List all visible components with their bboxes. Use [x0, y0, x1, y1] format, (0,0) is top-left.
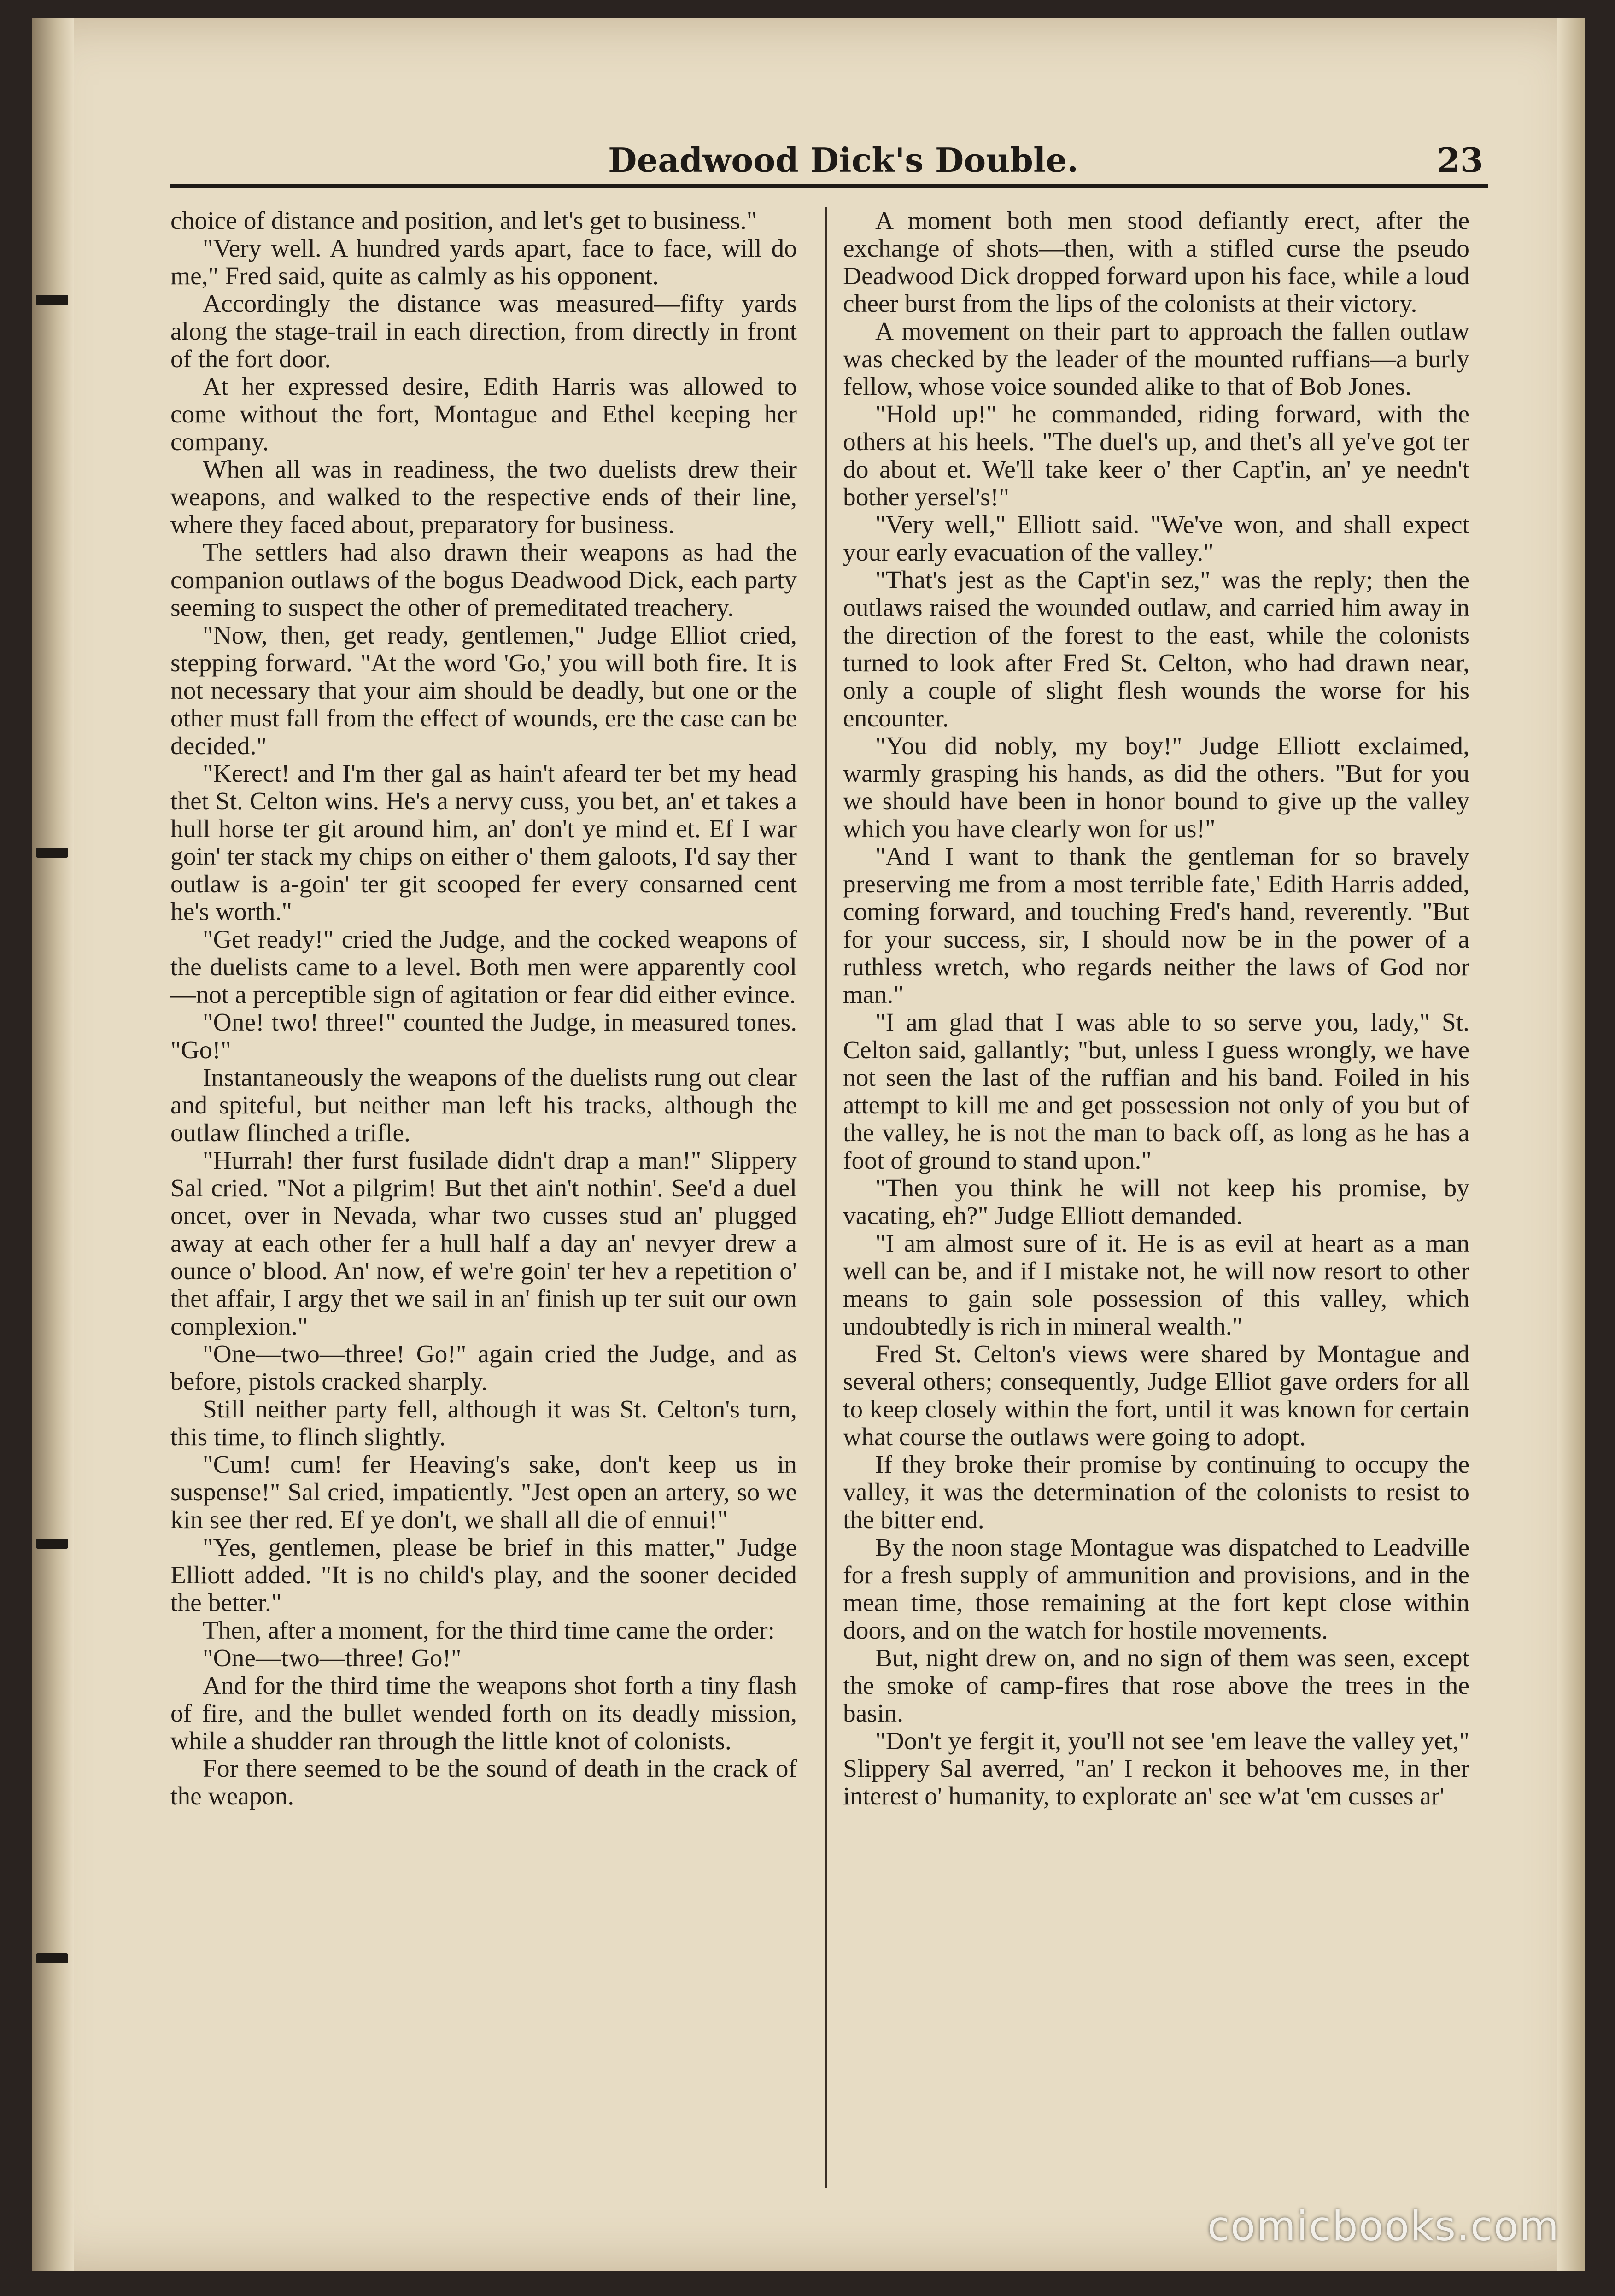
paragraph: "Hold up!" he commanded, riding forward, with the others at his heels. "The duel's up, and thet's all ye've got ter do about et. We'll take keer o' ther Capt'in, an' ye needn't bother yersel's!"	[843, 400, 1469, 511]
paragraph: Still neither party fell, although it was St. Celton's turn, this time, to flinch slightly.	[170, 1395, 797, 1451]
paragraph: At her expressed desire, Edith Harris was allowed to come without the fort, Montague and Ethel keeping her company.	[170, 373, 797, 456]
paragraph: "Very well. A hundred yards apart, face to face, will do me," Fred said, quite as calmly as his opponent.	[170, 234, 797, 290]
binding-spine	[32, 18, 74, 2271]
paragraph: "Kerect! and I'm ther gal as hain't afeard ter bet my head thet St. Celton wins. He's a nervy cuss, you bet, an' et takes a hull horse ter git around him, an' don't ye mind et. Ef I war goin' ter stack my chips on either o' them galoots, I'd say ther outlaw is a-goin' ter git scooped fer every consarned cent he's worth."	[170, 760, 797, 926]
binding-staple	[36, 295, 68, 305]
column-divider	[825, 207, 827, 2188]
paragraph: And for the third time the weapons shot forth a tiny flash of fire, and the bullet wended forth on its deadly mission, while a shudder ran through the little knot of colonists.	[170, 1672, 797, 1755]
paragraph: "I am almost sure of it. He is as evil at heart as a man well can be, and if I mistake not, he will now resort to other means to gain sole possession of this valley, which undoubtedly is rich in mineral wealth."	[843, 1230, 1469, 1341]
paragraph: Instantaneously the weapons of the duelists rung out clear and spiteful, but neither man left his tracks, although the outlaw flinched a trifle.	[170, 1064, 797, 1147]
paragraph: "Don't ye fergit it, you'll not see 'em leave the valley yet," Slippery Sal averred, "an' I reckon it behooves me, in ther interest o' humanity, to explorate an' see w'at 'em cusses ar'	[843, 1727, 1469, 1810]
paragraph: "Very well," Elliott said. "We've won, and shall expect your early evacuation of the valley."	[843, 511, 1469, 567]
paragraph: A moment both men stood defiantly erect, after the exchange of shots—then, with a stifled curse the pseudo Deadwood Dick dropped forward upon his face, while a loud cheer burst from the lips of the colonists at their victory.	[843, 207, 1469, 318]
paragraph: Fred St. Celton's views were shared by Montague and several others; consequently, Judge Elliot gave orders for all to keep closely within the fort, until it was known for certain what course the outlaws were going to adopt.	[843, 1340, 1469, 1451]
paragraph: "Then you think he will not keep his promise, by vacating, eh?" Judge Elliott demanded.	[843, 1174, 1469, 1230]
paragraph: If they broke their promise by continuing to occupy the valley, it was the determination of the colonists to resist to the bitter end.	[843, 1451, 1469, 1534]
binding-staple	[36, 1539, 68, 1549]
binding-staple	[36, 848, 68, 858]
paragraph: "You did nobly, my boy!" Judge Elliott exclaimed, warmly grasping his hands, as did the others. "But for you we should have been in honor bound to give up the valley which you have clearly won for us!"	[843, 732, 1469, 843]
paragraph: "Hurrah! ther furst fusilade didn't drap a man!" Slippery Sal cried. "Not a pilgrim! But thet ain't nothin'. See'd a duel oncet, over in Nevada, whar two cusses stud an' plugged away at each other fer a hull half a day an' nevyer drew a ounce o' blood. An' now, ef we're goin' ter hev a repetition o' thet affair, I argy thet we sail in an' finish up ter suit our own complexion."	[170, 1147, 797, 1341]
paragraph: Accordingly the distance was measured—fifty yards along the stage-trail in each direction, from directly in front of the fort door.	[170, 290, 797, 373]
paragraph: For there seemed to be the sound of death in the crack of the weapon.	[170, 1755, 797, 1810]
paragraph: When all was in readiness, the two duelists drew their weapons, and walked to the respective ends of their line, where they faced about, preparatory for business.	[170, 456, 797, 539]
paragraph: But, night drew on, and no sign of them was seen, except the smoke of camp-fires that rose above the trees in the basin.	[843, 1644, 1469, 1728]
paragraph: Then, after a moment, for the third time came the order:	[203, 1617, 775, 1645]
paragraph: choice of distance and position, and let's get to business."	[170, 207, 757, 235]
paragraph: "One—two—three! Go!" again cried the Judge, and as before, pistols cracked sharply.	[170, 1340, 797, 1396]
paragraph: "One—two—three! Go!"	[203, 1644, 462, 1672]
paragraph: "And I want to thank the gentleman for so bravely preserving me from a most terrible fate,' Edith Harris added, coming forward, and touching Fred's hand, reverently. "But for your success, sir, I should now be in the power of a ruthless wretch, who regards neither the laws of God nor man."	[843, 843, 1469, 1009]
paragraph: The settlers had also drawn their weapons as had the companion outlaws of the bogus Deadwood Dick, each party seeming to suspect the other of premeditated treachery.	[170, 539, 797, 622]
magazine-page	[32, 18, 1585, 2271]
paragraph: "One! two! three!" counted the Judge, in measured tones. "Go!"	[170, 1008, 797, 1064]
paragraph: "Get ready!" cried the Judge, and the cocked weapons of the duelists came to a level. Both men were apparently cool—not a perceptible sign of agitation or fear did either evince.	[170, 925, 797, 1009]
page-number: 23	[1437, 141, 1483, 180]
right-column	[843, 207, 1469, 1810]
paragraph: A movement on their part to approach the fallen outlaw was checked by the leader of the mounted ruffians—a burly fellow, whose voice sounded alike to that of Bob Jones.	[843, 317, 1469, 401]
left-column	[170, 207, 797, 1810]
paragraph: "Yes, gentlemen, please be brief in this matter," Judge Elliott added. "It is no child's play, and the sooner decided the better."	[170, 1534, 797, 1617]
watermark: comicbooks.com	[1207, 2202, 1560, 2250]
running-title: Deadwood Dick's Double.	[608, 141, 1079, 180]
binding-staple	[36, 1953, 68, 1963]
paragraph: "I am glad that I was able to so serve you, lady," St. Celton said, gallantly; "but, unless I guess wrongly, we have not seen the last of the ruffian and his band. Foiled in his attempt to kill me and get possession not only of you but of the valley, he is not the man to back off, as long as he has a foot of ground to stand upon."	[843, 1008, 1469, 1175]
paragraph: "That's jest as the Capt'in sez," was the reply; then the outlaws raised the wounded outlaw, and carried him away in the direction of the forest to the east, while the colonists turned to look after Fred St. Celton, who had drawn near, only a couple of slight flesh wounds the worse for his encounter.	[843, 566, 1469, 732]
page-header	[170, 129, 1488, 188]
page-edge	[1557, 18, 1585, 2271]
paragraph: "Now, then, get ready, gentlemen," Judge Elliot cried, stepping forward. "At the word 'Go,' you will both fire. It is not necessary that your aim should be deadly, but one or the other must fall from the effect of wounds, ere the case can be decided."	[170, 621, 797, 760]
paragraph: "Cum! cum! fer Heaving's sake, don't keep us in suspense!" Sal cried, impatiently. "Jest open an artery, so we kin see ther red. Ef ye don't, we shall all die of ennui!"	[170, 1451, 797, 1534]
paragraph: By the noon stage Montague was dispatched to Leadville for a fresh supply of ammunition and provisions, and in the mean time, those remaining at the fort kept close within doors, and on the watch for hostile movements.	[843, 1534, 1469, 1645]
